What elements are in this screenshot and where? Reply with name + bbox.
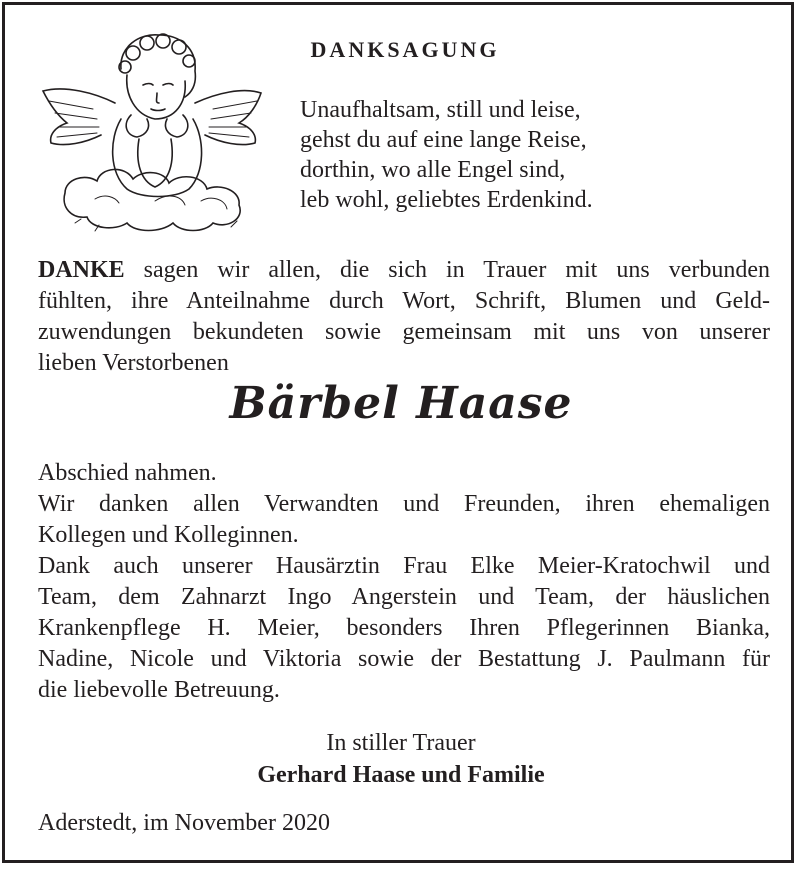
farewell-line: Nadine, Nicole und Viktoria sowie der Bestattung J. Paulmann für	[38, 646, 770, 672]
farewell-line: Kollegen und Kolleginnen.	[38, 522, 299, 548]
farewell-line: Team, dem Zahnarzt Ingo Angerstein und Team, der häuslichen	[38, 584, 770, 610]
signature: Gerhard Haase und Familie	[257, 762, 545, 788]
heading: DANKSAGUNG	[310, 37, 500, 62]
thanks-paragraph	[38, 255, 770, 379]
farewell-line: die liebevolle Betreuung.	[38, 677, 280, 703]
thanks-line: fühlten, ihre Anteilnahme durch Wort, Schrift, Blumen und Geld-	[38, 288, 770, 314]
thanks-line: lieben Verstorbenen	[38, 350, 229, 376]
poem-line: leb wohl, geliebtes Erdenkind.	[300, 187, 593, 213]
farewell-paragraph	[38, 458, 770, 706]
place-date: Aderstedt, im November 2020	[38, 810, 330, 836]
cherub-angel-icon	[35, 23, 267, 235]
danke-lead: DANKE	[38, 257, 125, 283]
poem-line: gehst du auf eine lange Reise,	[300, 127, 587, 153]
farewell-line: Dank auch unserer Hausärztin Frau Elke Meier-Kratochwil und	[38, 553, 770, 579]
poem	[300, 95, 593, 215]
farewell-line: Krankenpflege H. Meier, besonders Ihren Pflegerinnen Bianka,	[38, 615, 770, 641]
deceased-name: Bärbel Haase	[229, 378, 573, 429]
obituary-notice	[2, 2, 794, 863]
thanks-line: sagen wir allen, die sich in Trauer mit uns verbunden	[124, 257, 770, 283]
closing-text: In stiller Trauer	[326, 730, 476, 756]
farewell-line: Wir danken allen Verwandten und Freunden, ihren ehemaligen	[38, 491, 770, 517]
poem-line: dorthin, wo alle Engel sind,	[300, 157, 566, 183]
thanks-line: zuwendungen bekundeten sowie gemeinsam mit uns von unserer	[38, 319, 770, 345]
farewell-line: Abschied nahmen.	[38, 460, 217, 486]
poem-line: Unaufhaltsam, still und leise,	[300, 97, 581, 123]
